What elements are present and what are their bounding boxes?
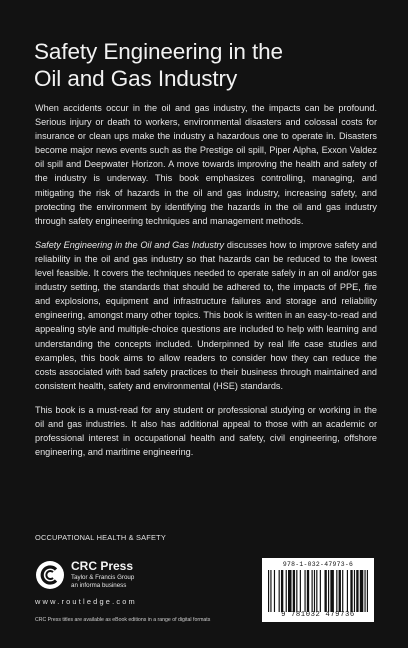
crc-press-logo-icon (35, 560, 65, 590)
subject-category: OCCUPATIONAL HEALTH & SAFETY (35, 533, 166, 542)
blurb-paragraph-3: This book is a must-read for any student or professional studying or working in the oil and gas industries. It also has additional appeal to those with an academic or professional interest in occupational health and safety, civil engineering, offshore engineering, and maritime engineering. (35, 404, 377, 458)
website-url: www.routledge.com (35, 597, 137, 606)
blurb-paragraph-1: When accidents occur in the oil and gas industry, the impacts can be profound. Serious injury or death to workers, environmental disasters and colossal costs for insurance or clean ups make the industry a hazardous one to operate in. Disasters become major news events such as the Prestige oil spill, Piper Alpha, Exxon Valdez oil spill and Deepwater Horizon. A move towards improving the health and safety of the industry is underway. This book emphasizes controlling, managing, and mitigating the risk of hazards in the oil and gas industry, increasing safety, and protecting the environment by identifying the hazards in the oil and gas industry through safety engineering techniques and management methods. (35, 103, 377, 226)
publisher-tagline: an informa business (71, 582, 127, 589)
ean-digits: 9 781032 479736 (281, 611, 355, 619)
book-title (34, 38, 374, 92)
title-line-1: Safety Engineering in the (34, 39, 283, 64)
blurb-paragraph-2 (35, 238, 377, 393)
title-line-2: Oil and Gas Industry (34, 66, 238, 91)
publisher-group: Taylor & Francis Group (71, 574, 135, 581)
blurb-book-title: Safety Engineering in the Oil and Gas Industry (35, 239, 225, 250)
isbn-barcode (262, 558, 374, 622)
blurb (35, 101, 377, 469)
blurb-paragraph-2-text: discusses how to improve safety and reliability in the oil and gas industry so that hazards can be reduced to the lowest level feasible. It covers the techniques needed to operate safely in an oil and/or gas industry setting, the standards that should be adhered to, the impacts of PPE, fire and explosions, equipment and infrastructure failures and storage and reliability engineering, amongst many other topics. This book is written in an easy-to-read and appealing style and multiple-choice questions are included to help with learning and understanding the concepts included. Underpinned by real life case studies and examples, this book aims to allow readers to consider how they can reduce the costs associated with bad safety practices to their business through maintained and consistent health, safety and environmental (HSE) standards. (35, 239, 377, 391)
ebook-note: CRC Press titles are available as eBook editions in a range of digital formats (35, 617, 211, 623)
isbn-number: 978-1-032-47973-6 (282, 561, 354, 568)
barcode-bars (268, 570, 368, 612)
publisher-name: CRC Press (71, 559, 134, 573)
